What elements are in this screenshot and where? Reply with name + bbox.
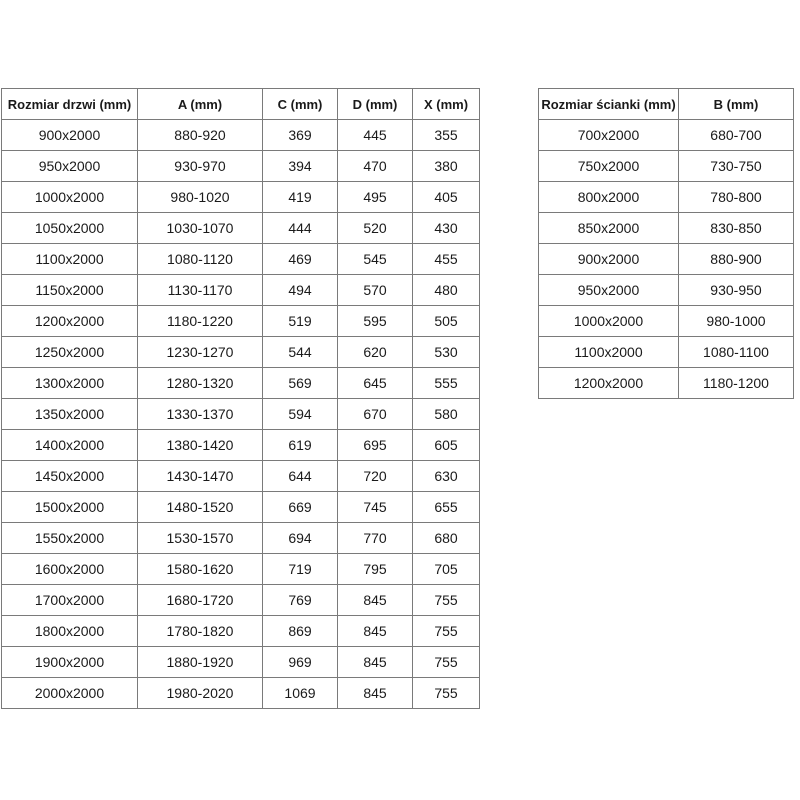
table-cell: 755 <box>413 585 480 616</box>
table-cell: 900x2000 <box>539 244 679 275</box>
table-cell: 950x2000 <box>539 275 679 306</box>
table-cell: 670 <box>338 399 413 430</box>
column-header: Rozmiar ścianki (mm) <box>539 89 679 120</box>
table-cell: 1380-1420 <box>138 430 263 461</box>
table-cell: 730-750 <box>679 151 794 182</box>
table-cell: 770 <box>338 523 413 554</box>
table-cell: 594 <box>263 399 338 430</box>
table-row <box>2 399 480 430</box>
column-header: D (mm) <box>338 89 413 120</box>
table-cell: 530 <box>413 337 480 368</box>
table-cell: 769 <box>263 585 338 616</box>
table-cell: 980-1000 <box>679 306 794 337</box>
table-row <box>539 182 794 213</box>
table-cell: 755 <box>413 616 480 647</box>
table-cell: 1080-1100 <box>679 337 794 368</box>
table-row <box>2 182 480 213</box>
wall-sizes-table <box>538 88 794 399</box>
table-cell: 569 <box>263 368 338 399</box>
table-row <box>539 368 794 399</box>
table-cell: 1400x2000 <box>2 430 138 461</box>
table-cell: 1280-1320 <box>138 368 263 399</box>
table-cell: 519 <box>263 306 338 337</box>
table-cell: 1480-1520 <box>138 492 263 523</box>
table-row <box>539 244 794 275</box>
table-cell: 520 <box>338 213 413 244</box>
table-cell: 645 <box>338 368 413 399</box>
table-cell: 655 <box>413 492 480 523</box>
table-row <box>539 275 794 306</box>
table-cell: 380 <box>413 151 480 182</box>
table-row <box>2 120 480 151</box>
table-cell: 580 <box>413 399 480 430</box>
table-cell: 1180-1220 <box>138 306 263 337</box>
table-cell: 980-1020 <box>138 182 263 213</box>
table-row <box>2 585 480 616</box>
table-cell: 1450x2000 <box>2 461 138 492</box>
table-cell: 1080-1120 <box>138 244 263 275</box>
table-row <box>539 120 794 151</box>
table-cell: 445 <box>338 120 413 151</box>
table-cell: 900x2000 <box>2 120 138 151</box>
table-cell: 1030-1070 <box>138 213 263 244</box>
table-cell: 570 <box>338 275 413 306</box>
door-sizes-table <box>1 88 480 709</box>
table-cell: 494 <box>263 275 338 306</box>
table-row <box>539 213 794 244</box>
table-cell: 1900x2000 <box>2 647 138 678</box>
column-header: X (mm) <box>413 89 480 120</box>
table-cell: 1000x2000 <box>539 306 679 337</box>
door-table-header-row <box>2 89 480 120</box>
table-row <box>2 616 480 647</box>
table-row <box>539 337 794 368</box>
table-cell: 845 <box>338 678 413 709</box>
table-row <box>2 275 480 306</box>
table-row <box>2 461 480 492</box>
table-row <box>2 306 480 337</box>
table-row <box>539 151 794 182</box>
table-cell: 505 <box>413 306 480 337</box>
table-cell: 755 <box>413 678 480 709</box>
table-cell: 355 <box>413 120 480 151</box>
table-cell: 430 <box>413 213 480 244</box>
table-cell: 680 <box>413 523 480 554</box>
table-cell: 700x2000 <box>539 120 679 151</box>
table-cell: 620 <box>338 337 413 368</box>
table-cell: 1500x2000 <box>2 492 138 523</box>
table-cell: 750x2000 <box>539 151 679 182</box>
table-cell: 845 <box>338 647 413 678</box>
table-cell: 595 <box>338 306 413 337</box>
table-cell: 845 <box>338 616 413 647</box>
table-cell: 1050x2000 <box>2 213 138 244</box>
table-row <box>2 523 480 554</box>
table-cell: 419 <box>263 182 338 213</box>
table-cell: 745 <box>338 492 413 523</box>
table-cell: 795 <box>338 554 413 585</box>
table-cell: 869 <box>263 616 338 647</box>
table-cell: 1130-1170 <box>138 275 263 306</box>
table-row <box>2 678 480 709</box>
table-cell: 394 <box>263 151 338 182</box>
table-cell: 880-900 <box>679 244 794 275</box>
table-cell: 405 <box>413 182 480 213</box>
table-cell: 950x2000 <box>2 151 138 182</box>
table-cell: 495 <box>338 182 413 213</box>
table-cell: 1230-1270 <box>138 337 263 368</box>
table-cell: 1250x2000 <box>2 337 138 368</box>
table-cell: 1880-1920 <box>138 647 263 678</box>
table-cell: 644 <box>263 461 338 492</box>
table-cell: 469 <box>263 244 338 275</box>
table-cell: 1350x2000 <box>2 399 138 430</box>
table-cell: 470 <box>338 151 413 182</box>
table-cell: 930-970 <box>138 151 263 182</box>
table-cell: 1980-2020 <box>138 678 263 709</box>
table-cell: 694 <box>263 523 338 554</box>
table-row <box>539 306 794 337</box>
table-cell: 695 <box>338 430 413 461</box>
table-cell: 720 <box>338 461 413 492</box>
table-cell: 1200x2000 <box>539 368 679 399</box>
table-cell: 1330-1370 <box>138 399 263 430</box>
table-cell: 544 <box>263 337 338 368</box>
table-row <box>2 430 480 461</box>
table-cell: 850x2000 <box>539 213 679 244</box>
table-cell: 1300x2000 <box>2 368 138 399</box>
table-cell: 705 <box>413 554 480 585</box>
table-cell: 1430-1470 <box>138 461 263 492</box>
table-row <box>2 244 480 275</box>
wall-table-header-row <box>539 89 794 120</box>
table-row <box>2 647 480 678</box>
table-cell: 555 <box>413 368 480 399</box>
table-cell: 1800x2000 <box>2 616 138 647</box>
column-header: B (mm) <box>679 89 794 120</box>
table-row <box>2 337 480 368</box>
table-cell: 1100x2000 <box>2 244 138 275</box>
table-cell: 1069 <box>263 678 338 709</box>
table-cell: 969 <box>263 647 338 678</box>
table-cell: 830-850 <box>679 213 794 244</box>
table-cell: 1180-1200 <box>679 368 794 399</box>
table-cell: 1580-1620 <box>138 554 263 585</box>
table-cell: 800x2000 <box>539 182 679 213</box>
table-cell: 480 <box>413 275 480 306</box>
table-cell: 545 <box>338 244 413 275</box>
column-header: C (mm) <box>263 89 338 120</box>
table-cell: 2000x2000 <box>2 678 138 709</box>
table-cell: 369 <box>263 120 338 151</box>
table-row <box>2 492 480 523</box>
table-cell: 1780-1820 <box>138 616 263 647</box>
column-header: Rozmiar drzwi (mm) <box>2 89 138 120</box>
table-cell: 755 <box>413 647 480 678</box>
table-cell: 669 <box>263 492 338 523</box>
table-cell: 1150x2000 <box>2 275 138 306</box>
table-cell: 780-800 <box>679 182 794 213</box>
table-cell: 845 <box>338 585 413 616</box>
table-cell: 1530-1570 <box>138 523 263 554</box>
column-header: A (mm) <box>138 89 263 120</box>
table-row <box>2 368 480 399</box>
table-cell: 1680-1720 <box>138 585 263 616</box>
table-cell: 680-700 <box>679 120 794 151</box>
table-cell: 605 <box>413 430 480 461</box>
table-row <box>2 554 480 585</box>
table-cell: 1000x2000 <box>2 182 138 213</box>
table-cell: 630 <box>413 461 480 492</box>
table-cell: 1700x2000 <box>2 585 138 616</box>
table-cell: 930-950 <box>679 275 794 306</box>
table-cell: 1200x2000 <box>2 306 138 337</box>
table-row <box>2 151 480 182</box>
table-cell: 719 <box>263 554 338 585</box>
table-cell: 880-920 <box>138 120 263 151</box>
table-cell: 455 <box>413 244 480 275</box>
table-row <box>2 213 480 244</box>
table-cell: 619 <box>263 430 338 461</box>
table-cell: 1550x2000 <box>2 523 138 554</box>
table-cell: 444 <box>263 213 338 244</box>
table-cell: 1600x2000 <box>2 554 138 585</box>
table-cell: 1100x2000 <box>539 337 679 368</box>
